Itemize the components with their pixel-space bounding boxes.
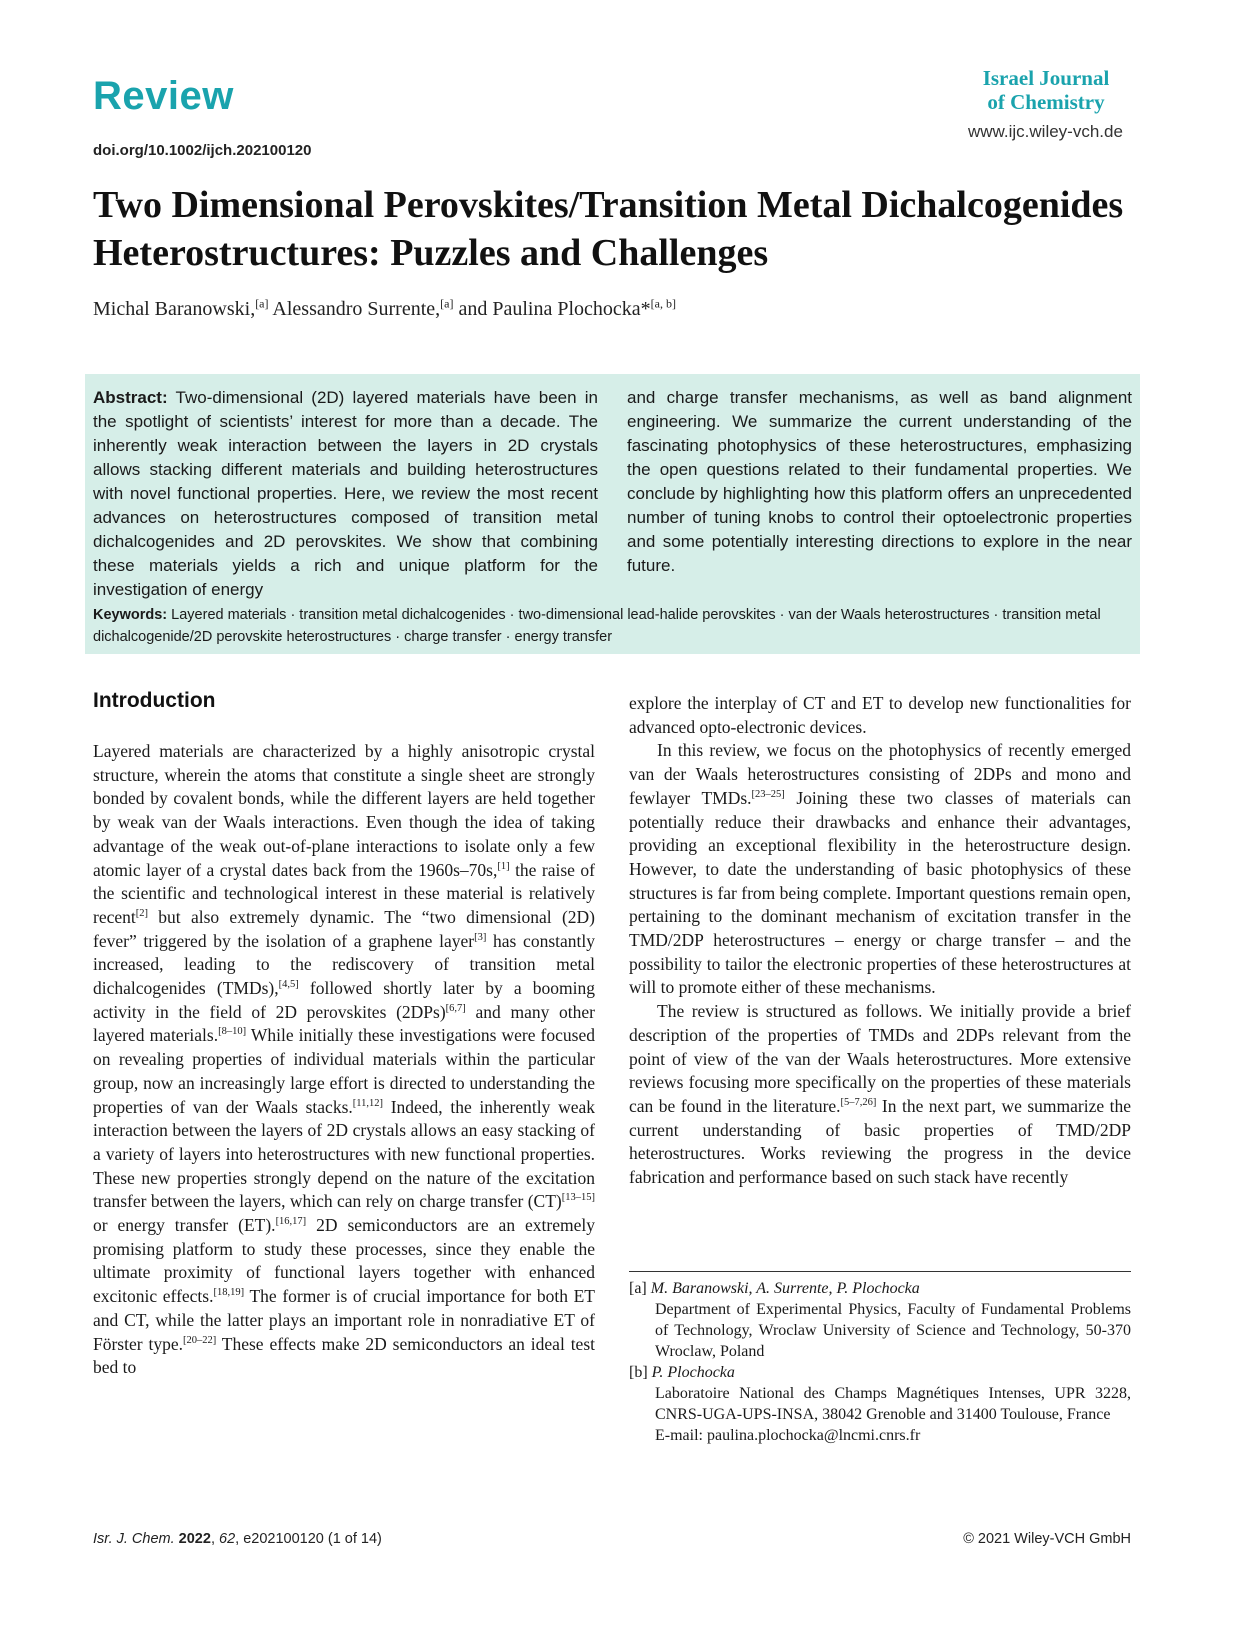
affiliation-label: [a] — [629, 1280, 647, 1297]
affiliation-ref: [a] — [440, 296, 454, 311]
article-id: , e202100120 (1 of 14) — [235, 1531, 382, 1547]
citation[interactable]: [16,17] — [275, 1216, 307, 1228]
body-column-left — [93, 740, 595, 1380]
affiliation-a — [629, 1278, 1131, 1299]
citation[interactable]: [6,7] — [445, 1002, 466, 1014]
citation[interactable]: [1] — [497, 860, 510, 872]
body-text: Indeed, the inherently weak interaction between the layers of 2D crystals allows an easy stacking of a variety of layers into heterostructures with new functional properties. These new properties strongly depend on the nature of the excitation transfer between the layers, which can rely on charge transfer (CT) — [93, 1096, 595, 1212]
affiliation-label: [b] — [629, 1364, 648, 1381]
affiliation-ref: [a, b] — [650, 296, 676, 311]
keywords-list: Layered materials · transition metal dichalcogenides · two-dimensional lead-halide perovskites · van der Waals heterostructures · transition metal dichalcogenide/2D perovskite heterostructures · charge transfer · energy transfer — [93, 607, 1101, 645]
citation[interactable]: [11,12] — [352, 1097, 383, 1109]
author-list — [93, 298, 676, 321]
email-link[interactable]: E-mail: paulina.plochocka@lncmi.cnrs.fr — [655, 1427, 921, 1444]
body-text: but also extremely dynamic. The “two dimensional (2D) fever” triggered by the isolation of a graphene layer — [93, 906, 595, 951]
author-name: and Paulina Plochocka* — [453, 298, 651, 320]
citation[interactable]: [2] — [135, 908, 148, 920]
affiliation-b — [629, 1362, 1131, 1383]
author-name: Michal Baranowski, — [93, 298, 256, 320]
abstract-box — [85, 374, 1140, 654]
body-text: The review is structured as follows. We initially provide a brief description of the properties of TMDs and 2DPs relevant from the point of view of the van der Waals heterostructures. More extensive reviews focusing more specifically on the properties of these materials can be found in the literature. — [629, 1001, 1131, 1116]
body-text: These effects make 2D semiconductors an ideal test bed to — [93, 1333, 595, 1378]
body-text: Layered materials are characterized by a highly anisotropic crystal structure, wherein the atoms that constitute a single sheet are strongly bonded by covalent bonds, while the different layers are held together by weak van der Waals interactions. Even though the idea of taking advantage of the weak out-of-plane interactions to isolate only a few atomic layer of a crystal dates back from the 1960s–70s, — [93, 741, 595, 880]
author-name: Alessandro Surrente, — [268, 298, 441, 320]
body-text: or energy transfer (ET). — [93, 1215, 276, 1236]
journal-name-line1: Israel Journal — [982, 66, 1110, 90]
affiliation-authors: M. Baranowski, A. Surrente, P. Plochocka — [650, 1280, 920, 1297]
abstract-column-left — [93, 386, 598, 602]
paragraph — [93, 740, 595, 1380]
paragraph: explore the interplay of CT and ET to develop new functionalities for advanced opto-electronic devices. — [629, 693, 1131, 737]
journal-url-link[interactable]: www.ijc.wiley-vch.de — [968, 122, 1123, 141]
abstract-text: Two-dimensional (2D) layered materials have been in the spotlight of scientists’ interest for more than a decade. The inherently weak interaction between the layers in 2D crystals allows stacking different materials and building heterostructures with novel functional properties. Here, we review the most recent advances on heterostructures composed of transition metal dichalcogenides and 2D perovskites. We show that combining these materials yields a rich and unique platform for the investigation of energy — [93, 388, 598, 599]
citation[interactable]: [3] — [474, 931, 487, 943]
affiliation-authors: P. Plochocka — [651, 1364, 735, 1381]
body-text: 2D semiconductors are an extremely promising platform to study these processes, since they enable the ultimate proximity of functional layers together with enhanced excitonic effects. — [93, 1215, 595, 1307]
body-text: and many other layered materials. — [93, 1001, 595, 1046]
section-heading: Introduction — [93, 689, 216, 712]
year: 2022 — [178, 1531, 211, 1547]
abstract-text: and charge transfer mechanisms, as well as band alignment engineering. We summarize the current understanding of the fascinating photophysics of these heterostructures, emphasizing the open questions related to their fundamental properties. We conclude by highlighting how this platform offers an unprecedented number of tuning knobs to control their optoelectronic properties and some potentially interesting directions to explore in the near future. — [627, 388, 1132, 575]
journal-abbrev: Isr. J. Chem. — [93, 1531, 175, 1547]
volume: 62 — [219, 1531, 236, 1547]
journal-logo — [960, 66, 1132, 114]
body-text: In this review, we focus on the photophysics of recently emerged van der Waals heterostructures consisting of 2DPs and mono and fewlayer TMDs. — [629, 740, 1131, 808]
citation[interactable]: [20–22] — [182, 1334, 217, 1346]
body-text: While initially these investigations were focused on revealing properties of individual materials within the particular group, now an increasingly large effort is directed to understanding the properties of van der Waals stacks. — [93, 1025, 595, 1117]
citation-footer: Isr. J. Chem. 2022, 62, e202100120 (1 of 14) — [93, 1531, 382, 1547]
section-label: Review — [93, 74, 234, 118]
citation[interactable]: [8–10] — [218, 1026, 247, 1038]
paragraph — [629, 739, 1131, 1000]
citation[interactable]: [23–25] — [751, 788, 785, 800]
abstract-label: Abstract: — [93, 388, 168, 407]
footnote-divider — [629, 1271, 1131, 1272]
journal-name-line2: of Chemistry — [987, 90, 1105, 114]
citation[interactable]: [18,19] — [213, 1287, 245, 1299]
body-text: followed shortly later by a booming activity in the field of 2D perovskites (2DPs) — [93, 978, 595, 1022]
body-column-right — [629, 692, 1131, 1190]
affiliation-address: Department of Experimental Physics, Faculty of Fundamental Problems of Technology, Wroclaw University of Science and Technology, 50-370 Wroclaw, Poland — [655, 1301, 1131, 1360]
abstract-column-right — [627, 386, 1132, 578]
citation[interactable]: [4,5] — [278, 979, 299, 991]
copyright: © 2021 Wiley-VCH GmbH — [963, 1531, 1131, 1547]
paragraph — [629, 1000, 1131, 1190]
citation[interactable]: [5–7,26] — [840, 1097, 877, 1109]
affiliation-address: Laboratoire National des Champs Magnétiques Intenses, UPR 3228, CNRS-UGA-UPS-INSA, 38042 Grenoble and 31400 Toulouse, France — [655, 1385, 1131, 1423]
article-title: Two Dimensional Perovskites/Transition Metal Dichalcogenides Heterostructures: Puzzles and Challenges — [93, 184, 1124, 274]
keywords-label: Keywords: — [93, 607, 168, 623]
body-text: The former is of crucial importance for both ET and CT, while the latter plays an important role in nonradiative ET of Förster type. — [93, 1286, 595, 1354]
body-text: the raise of the scientific and technological interest in these material is relatively recent — [93, 859, 595, 927]
doi-link[interactable]: doi.org/10.1002/ijch.202100120 — [93, 142, 312, 159]
body-text: Joining these two classes of materials can potentially reduce their drawbacks and enhance their advantages, providing an exceptional flexibility in the heterostructure design. However, to date the understanding of basic photophysics of these structures is far from being complete. Important questions remain open, pertaining to the dominant mechanism of excitation transfer in the TMD/2DP heterostructures – energy or charge transfer – and the possibility to tailor the electronic properties of these heterostructures at will to promote either of these mechanisms. — [629, 787, 1132, 998]
affiliation-ref: [a] — [255, 296, 269, 311]
affiliations-footnote — [629, 1278, 1131, 1446]
body-text: has constantly increased, leading to the rediscovery of transition metal dichalcogenides (TMDs), — [93, 930, 595, 999]
keywords — [93, 604, 1133, 648]
body-text: In the next part, we summarize the current understanding of basic properties of TMD/2DP heterostructures. Works reviewing the progress in the device fabrication and performance based on such stack have recently — [629, 1095, 1131, 1188]
citation[interactable]: [13–15] — [561, 1192, 595, 1204]
